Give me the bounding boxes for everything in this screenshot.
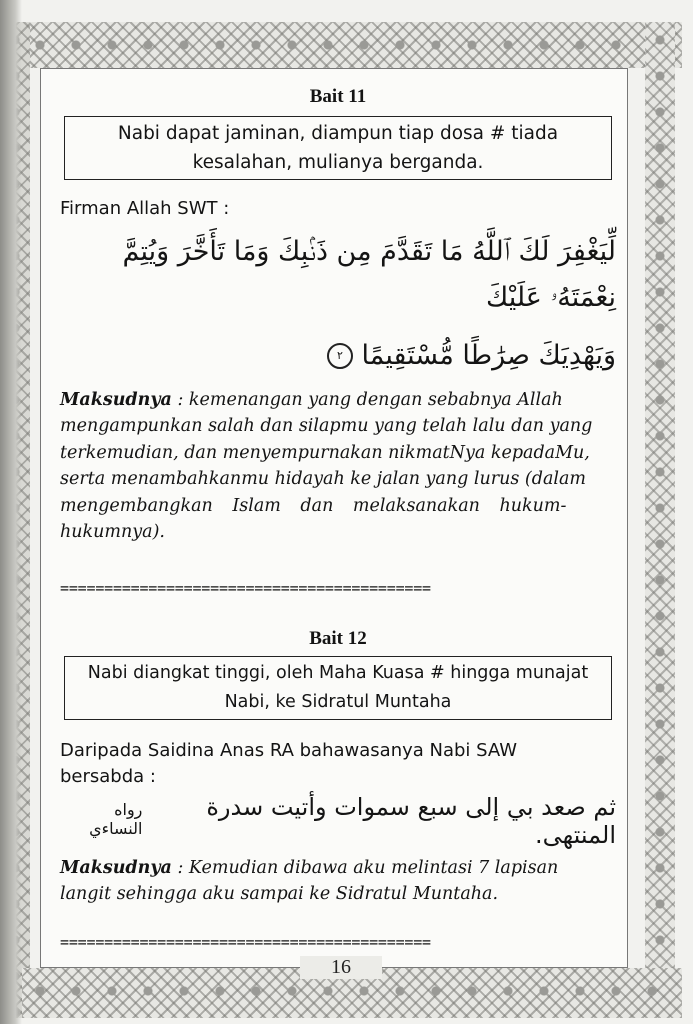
hadith-row (60, 793, 616, 849)
separator-line-2: ========================================== (60, 933, 431, 950)
firman-intro: Firman Allah SWT : (60, 198, 230, 219)
page-content (60, 82, 616, 950)
bait-11-meaning-line: hukumnya). (60, 522, 165, 542)
hadith-intro (60, 738, 616, 791)
hadith-narrator: رواه النساءي (89, 799, 143, 838)
quran-verse-line-2 (60, 333, 616, 379)
separator-line-1: ========================================== (60, 579, 431, 596)
bait-11-meaning-line: mengembangkan Islam dan melaksanakan hukum- (60, 495, 567, 516)
bait-12-meaning-line: : Kemudian dibawa aku melintasi 7 lapisan (171, 857, 559, 878)
ornament-band-right (645, 22, 675, 1018)
bait-11-meaning-label: Maksudnya (60, 389, 172, 410)
bait-11-meaning-line: mengampunkan salah dan silapmu yang telah lalu dan yang (60, 416, 593, 436)
hadith-intro-line-1: Daripada Saidina Anas RA bahawasanya Nabi SAW (60, 739, 518, 761)
ornament-band-top (22, 22, 682, 68)
book-spine-shadow (0, 0, 22, 1024)
verse-number-marker: ٢ (327, 343, 353, 369)
bait-11-meaning-line: serta menambahkanmu hidayah ke jalan yang lurus (dalam (60, 469, 587, 489)
bait-12-verse-box (64, 656, 612, 720)
quran-verse-line-2-text: وَيَهْدِيَكَ صِرَٰطًا مُّسْتَقِيمًا (361, 339, 616, 371)
bait-12-heading: Bait 12 (309, 627, 367, 649)
bait-12-meaning (60, 855, 616, 908)
hadith-intro-line-2: bersabda : (60, 766, 156, 787)
bait-12-verse-line-1: Nabi diangkat tinggi, oleh Maha Kuasa # hingga munajat (87, 662, 589, 683)
quran-verse-line-1: لِّيَغْفِرَ لَكَ ٱللَّهُ مَا تَقَدَّمَ مِن ذَنۢبِكَ وَمَا تَأَخَّرَ وَيُتِمَّ نِعْمَتَهُۥ عَلَيْكَ (122, 235, 616, 313)
bait-11-verse-line-2: kesalahan, mulianya berganda. (192, 152, 484, 173)
page-number: 16 (300, 956, 382, 979)
bait-11-meaning-line: : kemenangan yang dengan sebabnya Allah (171, 389, 563, 410)
bait-11-verse-line-1: Nabi dapat jaminan, diampun tiap dosa # tiada (117, 123, 559, 144)
bait-11-verse-box (64, 116, 612, 180)
bait-12-meaning-line: langit sehingga aku sampai ke Sidratul Muntaha. (60, 884, 499, 904)
bait-12-verse-line-2: Nabi, ke Sidratul Muntaha (224, 691, 452, 712)
hadith-arabic: ثم صعد بي إلى سبع سموات وأتيت سدرة المنتهى. (206, 792, 616, 849)
bait-11-heading: Bait 11 (309, 86, 367, 107)
bait-12-meaning-label: Maksudnya (60, 857, 172, 878)
bait-11-meaning (60, 387, 616, 546)
bait-11-meaning-line: terkemudian, dan menyempurnakan nikmatNya kepadaMu, (60, 442, 590, 463)
